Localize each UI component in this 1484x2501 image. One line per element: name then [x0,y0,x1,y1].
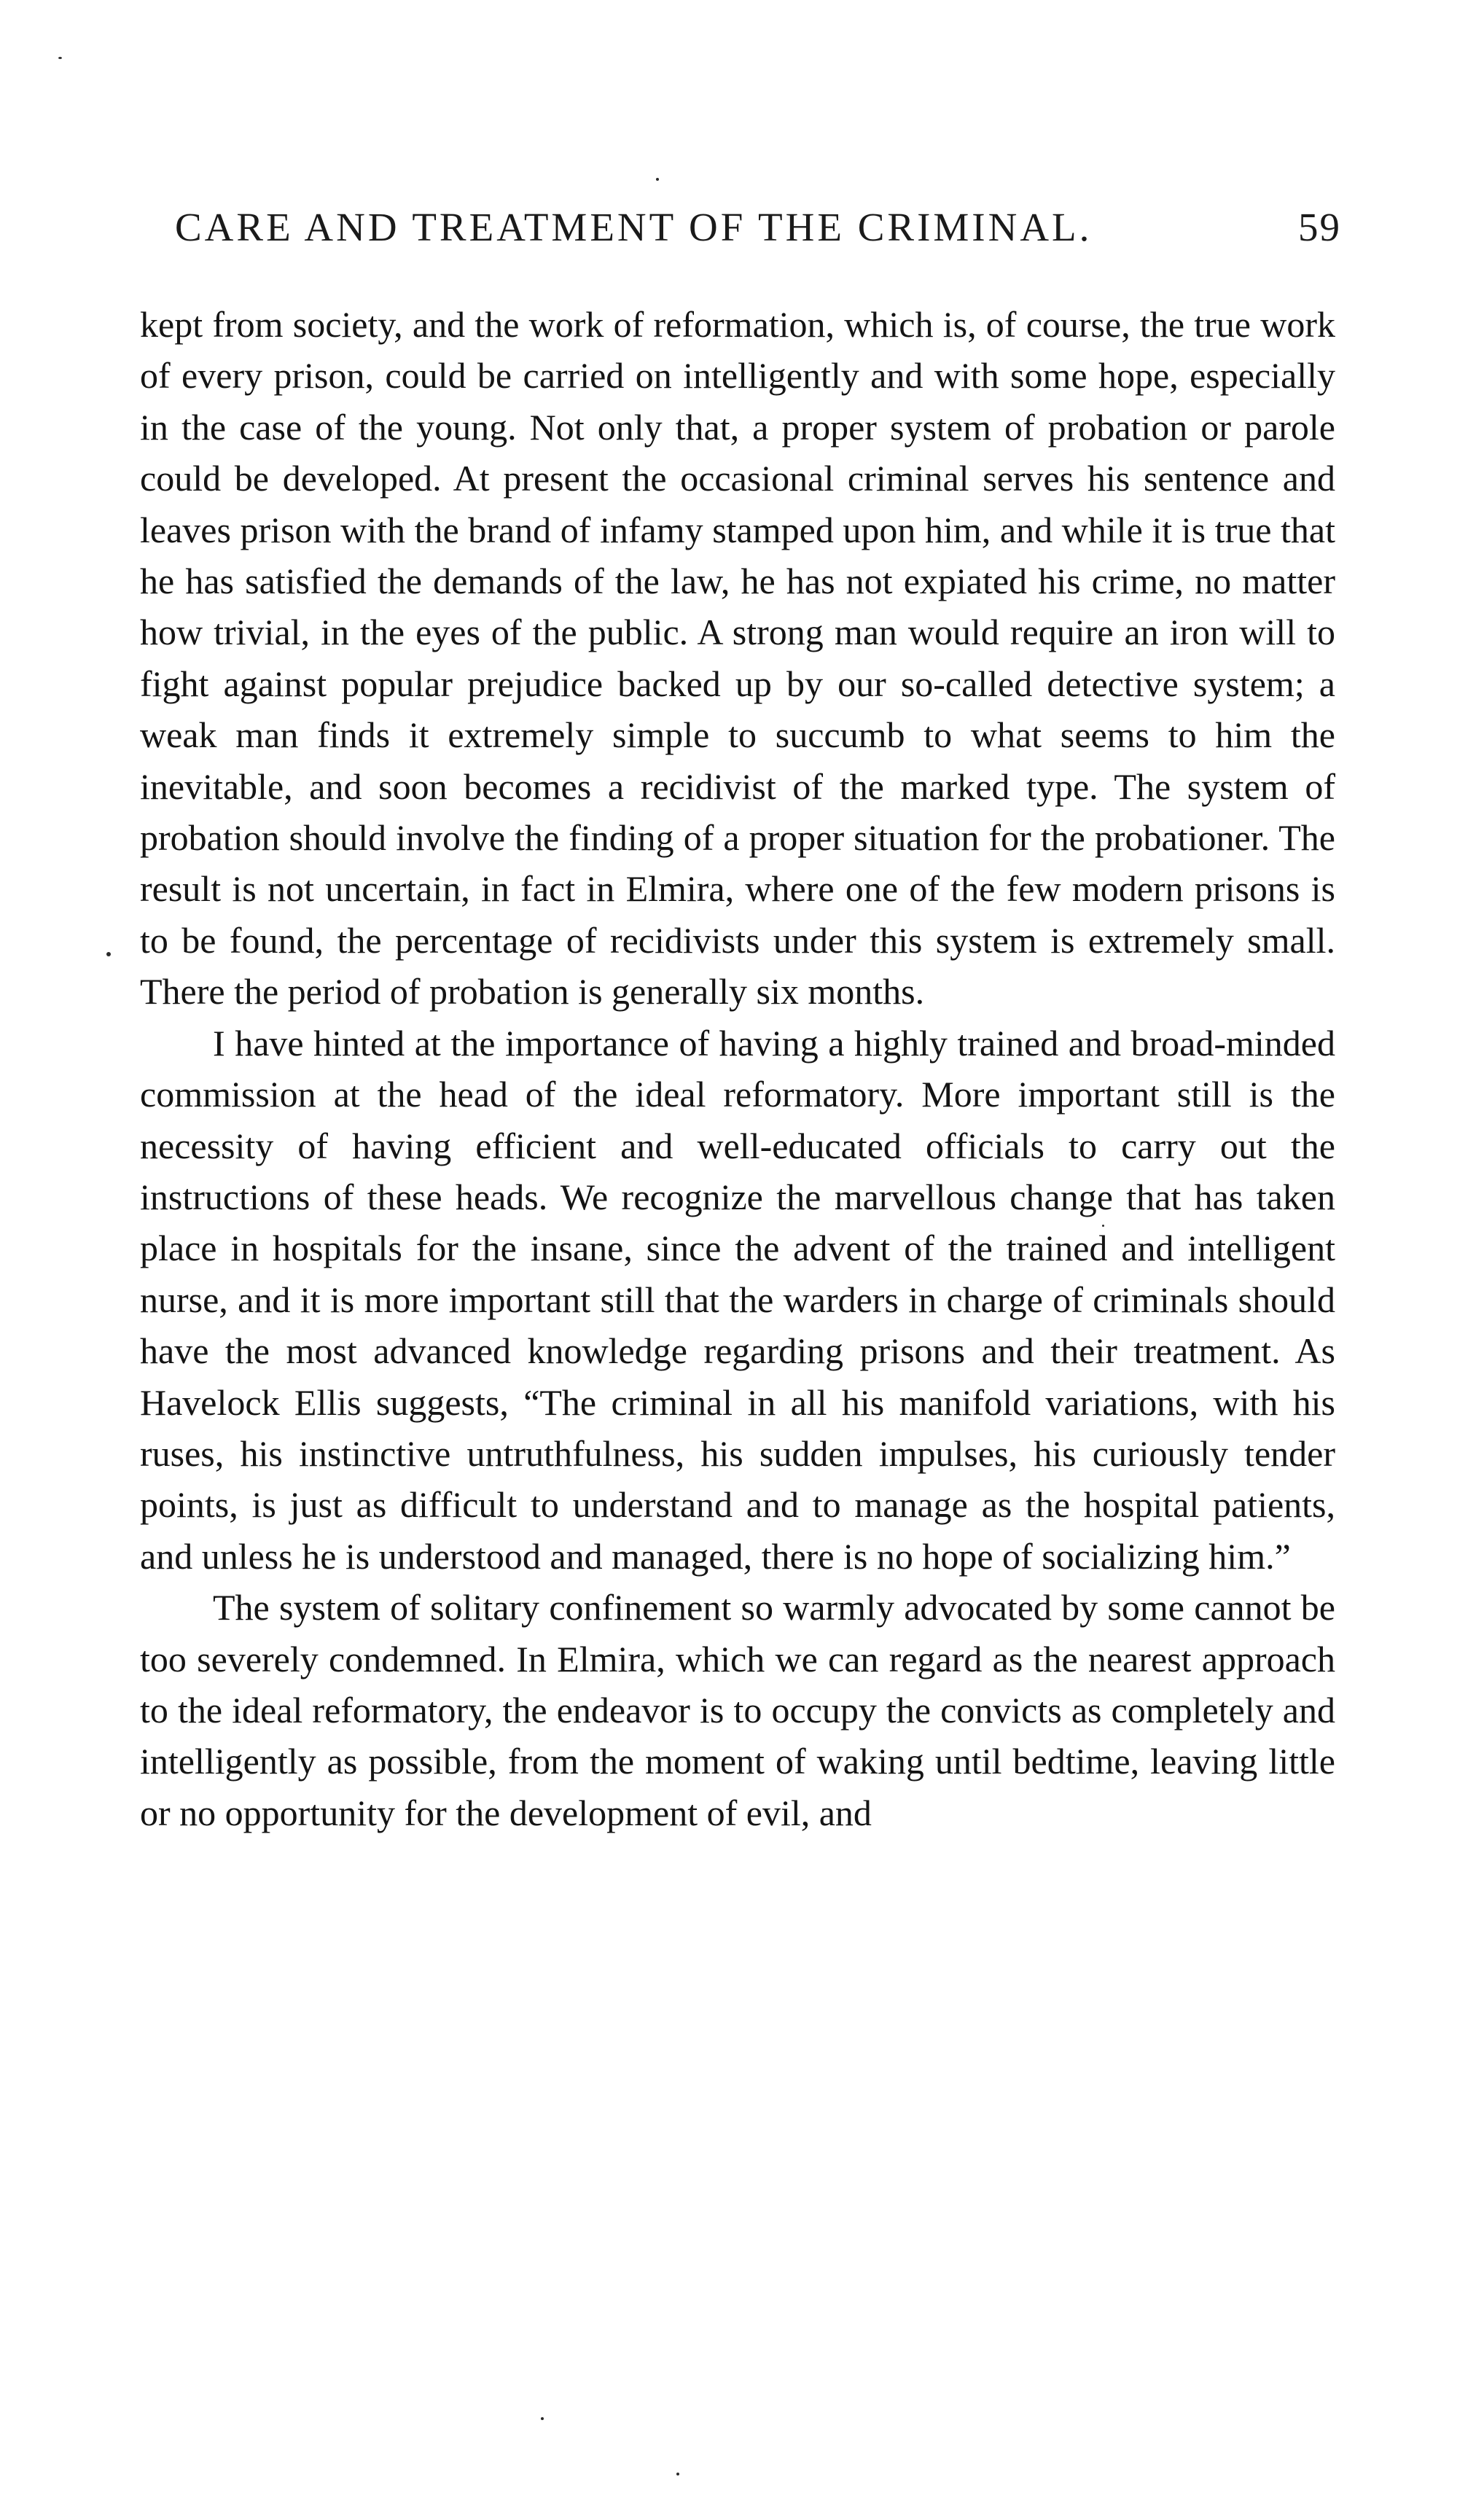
scan-speck [106,952,111,956]
body-text [140,299,1335,1838]
scan-speck [58,57,62,59]
running-head-title: CARE AND TREATMENT OF THE CRIMINAL. [175,205,1093,249]
scan-speck [541,2417,544,2420]
scan-speck [656,178,659,181]
paragraph-1: kept from society, and the work of reformation, which is, of course, the true work of every prison, could be carried on intelligently and with some hope, especially in the case of the young. Not only that, a proper system of probation or parole could be developed. At present the occasional criminal serves his sentence and leaves prison with the brand of infamy stamped upon him, and while it is true that he has satisfied the demands of the law, he has not expiated his crime, no matter how trivial, in the eyes of the public. A strong man would require an iron will to fight against popular prejudice backed up by our so-called detective system; a weak man finds it extremely simple to succumb to what seems to him the inevitable, and soon becomes a recidivist of the marked type. The system of probation should involve the finding of a proper situation for the probationer. The result is not uncertain, in fact in Elmira, where one of the few modern prisons is to be found, the percentage of recidivists under this system is extremely small. There the period of probation is generally six months. [140,304,1335,1013]
paragraph-2: I have hinted at the importance of having a highly trained and broad-minded commission at the head of the ideal reformatory. More important still is the necessity of having efficient and well-educated officials to carry out the instructions of these heads. We recognize the marvellous change that has taken place in hospitals for the insane, since the advent of the trained and intelligent nurse, and it is more important still that the warders in charge of criminals should have the most advanced knowledge regarding prisons and their treatment. As Havelock Ellis suggests, “The criminal in all his manifold variations, with his ruses, his instinctive untruthfulness, his sudden impulses, his curiously tender points, is just as difficult to understand and to manage as the hospital patients, and unless he is understood and managed, there is no hope of socializing him.” [140,1022,1335,1577]
scan-speck [676,2473,679,2475]
running-head [175,204,1341,250]
scan-speck [1102,1225,1104,1227]
paragraph-3: The system of solitary confinement so warmly advocated by some cannot be too severely condemned. In Elmira, which we can regard as the nearest approach to the ideal reformatory, the endeavor is to occupy the convicts as completely and intelligently as possible, from the moment of waking until bedtime, leaving little or no opportunity for the development of evil, and [140,1587,1335,1833]
page-number: 59 [1298,205,1341,249]
